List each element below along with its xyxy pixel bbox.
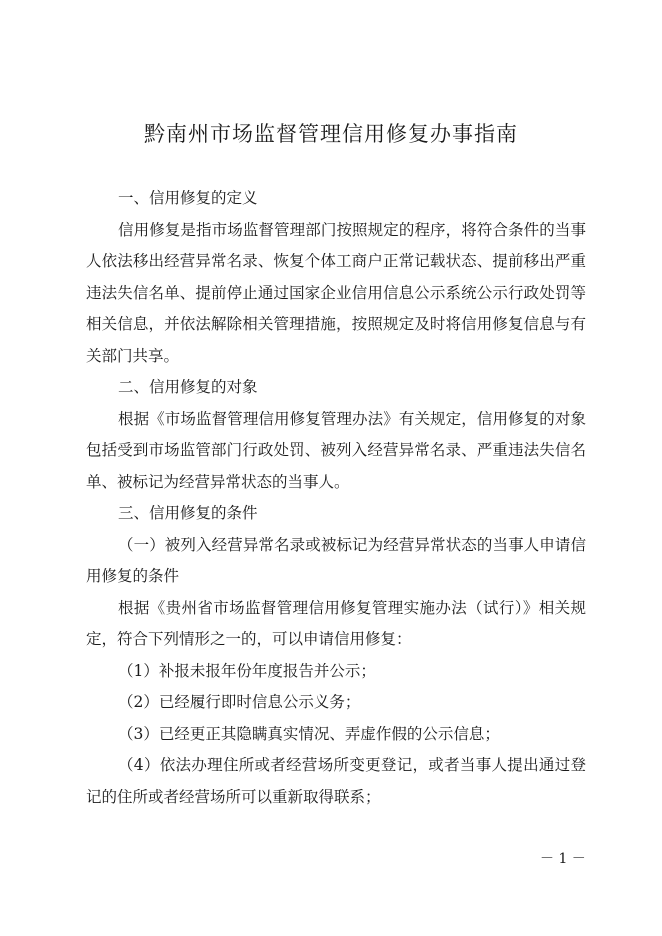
- condition-item-1: （1）补报未报年份年度报告并公示；: [118, 661, 376, 680]
- paragraph-definition: 信用修复是指市场监督管理部门按照规定的程序，将符合条件的当事人依法移出经营异常名录、恢复个体工商户正常记载状态、提前移出严重违法失信名单、提前停止通过国家企业信用信息公示系统公示行政处罚等相关信息，并依法解除相关管理措施，按照规定及时将信用修复信息与有关部门共享。: [86, 220, 586, 365]
- condition-item-4: （4）依法办理住所或者经营场所变更登记，或者当事人提出通过登记的住所或者经营场所可以重新取得联系；: [86, 756, 586, 806]
- section-heading-conditions: 三、信用修复的条件: [118, 504, 258, 522]
- condition-item-2: （2）已经履行即时信息公示义务；: [118, 693, 361, 711]
- section-heading-target: 二、信用修复的对象: [118, 378, 258, 396]
- paragraph-subsection-1: （一）被列入经营异常名录或被标记为经营异常状态的当事人申请信用修复的条件: [86, 535, 586, 585]
- document-body: [86, 183, 586, 813]
- section-heading-definition: 一、信用修复的定义: [118, 189, 258, 207]
- paragraph-target: 根据《市场监督管理信用修复管理办法》有关规定，信用修复的对象包括受到市场监管部门行政处罚、被列入经营异常名录、严重违法失信名单、被标记为经营异常状态的当事人。: [86, 409, 586, 491]
- page-number: － 1 －: [540, 851, 586, 867]
- paragraph-conditions-basis: 根据《贵州省市场监督管理信用修复管理实施办法（试行）》相关规定，符合下列情形之一的，可以申请信用修复：: [86, 598, 586, 648]
- document-title: 黔南州市场监督管理信用修复办事指南: [144, 122, 518, 146]
- condition-item-3: （3）已经更正其隐瞒真实情况、弄虚作假的公示信息；: [118, 724, 500, 743]
